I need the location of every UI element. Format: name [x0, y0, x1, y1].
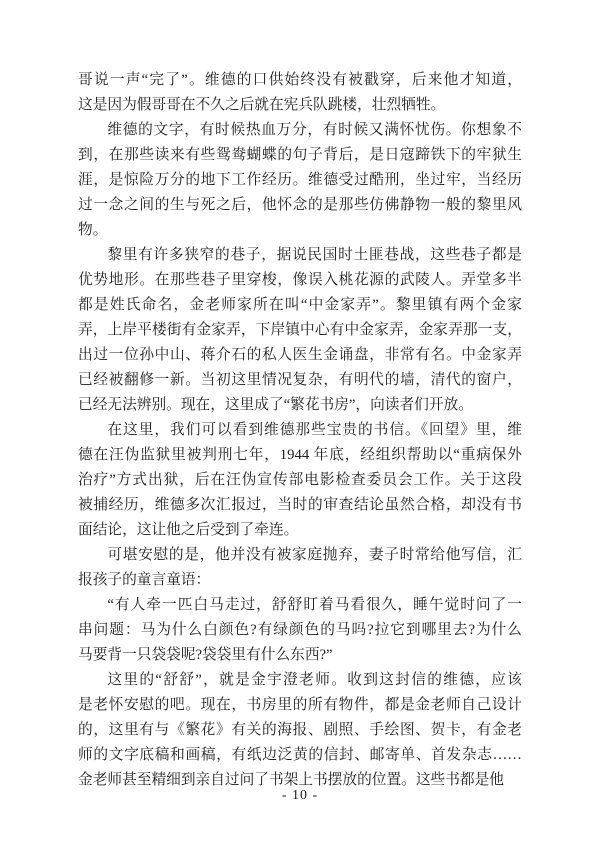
paragraph	[78, 68, 522, 118]
paragraph	[78, 543, 522, 593]
text-line: 可堪安慰的是，他并没有被家庭抛弃，妻子时常给他写信，汇	[107, 547, 522, 563]
text-line: 的，这里有与《繁花》有关的海报、剧照、手绘图、贺卡，有金老	[78, 722, 522, 738]
text-line: 报孩子的童言童语：	[78, 572, 211, 588]
text-line: 这是因为假哥哥在不久之后就在宪兵队跳楼，壮烈牺牲。	[78, 97, 446, 113]
paragraph	[78, 418, 522, 543]
paragraph	[78, 118, 522, 243]
text-line: 在这里，我们可以看到维德那些宝贵的书信。《回望》里，维	[107, 422, 522, 438]
paragraph	[78, 668, 522, 793]
text-line: 涯，是惊险万分的地下工作经历。维德受过酷刑，坐过牢，当经历	[78, 172, 522, 188]
text-block	[78, 68, 522, 793]
text-line: 过一念之间的生与死之后，他怀念的是那些仿佛静物一般的黎里风	[78, 197, 522, 213]
text-line: 都是姓氏命名，金老师家所在叫“中金家弄”。黎里镇有两个金家	[78, 297, 522, 313]
text-line: 出过一位孙中山、蒋介石的私人医生金诵盘，非常有名。中金家弄	[78, 347, 522, 363]
paragraph	[78, 243, 522, 418]
text-line: 德在汪伪监狱里被判刑七年，1944 年底，经组织帮助以“重病保外	[78, 447, 522, 463]
text-line: 到，在那些读来有些鸳鸯蝴蝶的句子背后，是日寇蹄铁下的牢狱生	[78, 147, 522, 163]
text-line: 是老怀安慰的吧。现在，书房里的所有物件，都是金老师自己设计	[78, 697, 522, 713]
text-line: 师的文字底稿和画稿，有纸边泛黄的信封、邮寄单、首发杂志……	[78, 747, 522, 763]
text-line: 黎里有许多狭窄的巷子，据说民国时土匪巷战，这些巷子都是	[107, 247, 522, 263]
text-line: “有人牵一匹白马走过，舒舒盯着马看很久，睡午觉时问了一	[107, 597, 522, 613]
text-line: 已经无法辨别。现在，这里成了“繁花书房”，向读者们开放。	[78, 397, 473, 413]
page-number: - 10 -	[281, 788, 319, 803]
text-line: 物。	[78, 222, 108, 238]
paragraph	[78, 593, 522, 668]
text-line: 治疗”方式出狱，后在汪伪宣传部电影检查委员会工作。关于这段	[78, 472, 522, 488]
text-line: 哥说一声“完了”。维德的口供始终没有被戳穿，后来他才知道，	[78, 72, 522, 88]
text-line: 马要背一只袋袋呢?袋袋里有什么东西?”	[78, 647, 333, 663]
text-line: 这里的“舒舒”，就是金宇澄老师。收到这封信的维德，应该	[107, 672, 522, 688]
text-line: 串问题：马为什么白颜色?有绿颜色的马吗?拉它到哪里去?为什么	[78, 622, 522, 638]
text-line: 金老师甚至精细到亲自过问了书架上书摆放的位置。这些书都是他	[78, 772, 504, 788]
text-line: 已经被翻修一新。当初这里情况复杂，有明代的墙，清代的窗户，	[78, 372, 522, 388]
text-line: 维德的文字，有时候热血万分，有时候又满怀忧伤。你想象不	[107, 122, 522, 138]
text-line: 面结论，这让他之后受到了牵连。	[78, 522, 299, 538]
text-line: 弄，上岸平楼街有金家弄，下岸镇中心有中金家弄，金家弄那一支，	[78, 322, 522, 338]
text-line: 被捕经历，维德多次汇报过，当时的审查结论虽然合格，却没有书	[78, 497, 522, 513]
text-line: 优势地形。在那些巷子里穿梭，像误入桃花源的武陵人。弄堂多半	[78, 272, 522, 288]
